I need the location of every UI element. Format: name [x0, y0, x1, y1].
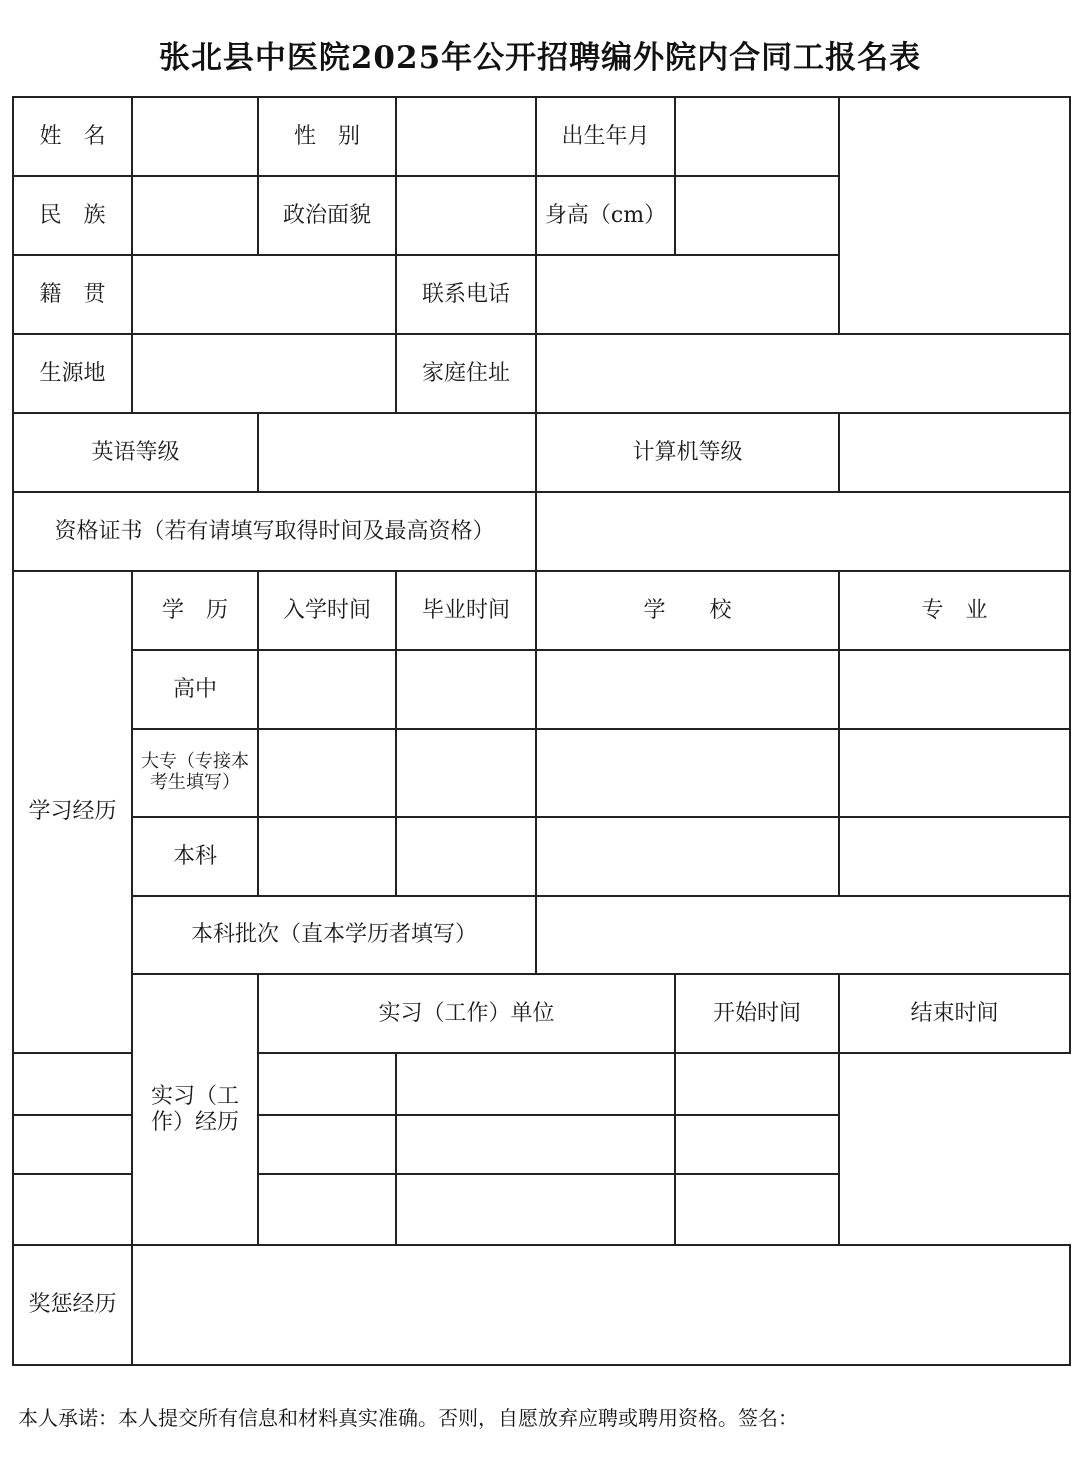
pledge-statement: 本人承诺：本人提交所有信息和材料真实准确。否则，自愿放弃应聘或聘用资格。签名： — [18, 1406, 798, 1430]
label-edu-college-line2: 考生填写） — [150, 772, 240, 793]
label-awards: 奖惩经历 — [13, 1245, 132, 1365]
field-bachelor-batch[interactable] — [536, 896, 1070, 974]
label-english: 英语等级 — [13, 413, 258, 492]
label-edu-highschool: 高中 — [132, 650, 258, 729]
label-work-section-line1: 实习（工 — [150, 1084, 239, 1110]
field-work-unit-3[interactable] — [13, 1174, 396, 1245]
field-address[interactable] — [536, 334, 1070, 413]
field-computer[interactable] — [839, 413, 1070, 492]
label-work-section-line2: 作）经历 — [150, 1109, 239, 1135]
field-highschool-end[interactable] — [396, 650, 536, 729]
field-highschool-school[interactable] — [536, 650, 839, 729]
label-edu-bachelor: 本科 — [132, 817, 258, 896]
field-certificate[interactable] — [536, 492, 1070, 571]
field-work-end-1[interactable] — [675, 1053, 839, 1115]
label-edu-college — [132, 729, 258, 817]
header-edu-school: 学 校 — [536, 571, 839, 650]
field-bachelor-start[interactable] — [258, 817, 396, 896]
header-edu-degree: 学 历 — [132, 571, 258, 650]
header-work-end: 结束时间 — [839, 974, 1070, 1053]
field-gender[interactable] — [396, 97, 536, 176]
field-birth[interactable] — [675, 97, 839, 176]
header-work-unit: 实习（工作）单位 — [258, 974, 675, 1053]
field-college-school[interactable] — [536, 729, 839, 817]
header-edu-end: 毕业时间 — [396, 571, 536, 650]
header-edu-start: 入学时间 — [258, 571, 396, 650]
field-awards[interactable] — [132, 1245, 1070, 1365]
field-college-end[interactable] — [396, 729, 536, 817]
field-phone[interactable] — [536, 255, 839, 334]
header-work-start: 开始时间 — [675, 974, 839, 1053]
field-height[interactable] — [675, 176, 839, 255]
field-college-start[interactable] — [258, 729, 396, 817]
label-address: 家庭住址 — [396, 334, 536, 413]
field-work-start-1[interactable] — [396, 1053, 675, 1115]
label-certificate: 资格证书（若有请填写取得时间及最高资格） — [13, 492, 536, 571]
field-bachelor-end[interactable] — [396, 817, 536, 896]
header-edu-major: 专 业 — [839, 571, 1070, 650]
label-ethnicity: 民 族 — [13, 176, 132, 255]
label-education-section: 学习经历 — [13, 571, 132, 1053]
field-work-start-2[interactable] — [396, 1115, 675, 1174]
field-bachelor-school[interactable] — [536, 817, 839, 896]
label-political: 政治面貌 — [258, 176, 396, 255]
field-ethnicity[interactable] — [132, 176, 258, 255]
field-name[interactable] — [132, 97, 258, 176]
field-work-end-3[interactable] — [675, 1174, 839, 1245]
label-native-place: 籍 贯 — [13, 255, 132, 334]
photo-area[interactable] — [839, 97, 1070, 334]
label-gender: 性 别 — [258, 97, 396, 176]
field-english[interactable] — [258, 413, 536, 492]
field-political[interactable] — [396, 176, 536, 255]
label-origin: 生源地 — [13, 334, 132, 413]
label-edu-college-line1: 大专（专接本 — [141, 751, 249, 773]
field-native-place[interactable] — [132, 255, 396, 334]
label-name: 姓 名 — [13, 97, 132, 176]
field-highschool-start[interactable] — [258, 650, 396, 729]
label-phone: 联系电话 — [396, 255, 536, 334]
label-birth: 出生年月 — [536, 97, 675, 176]
label-computer: 计算机等级 — [536, 413, 839, 492]
field-work-start-3[interactable] — [396, 1174, 675, 1245]
field-college-major[interactable] — [839, 729, 1070, 817]
label-bachelor-batch: 本科批次（直本学历者填写） — [132, 896, 536, 974]
field-origin[interactable] — [132, 334, 396, 413]
form-title: 张北县中医院2025年公开招聘编外院内合同工报名表 — [158, 39, 922, 76]
field-work-end-2[interactable] — [675, 1115, 839, 1174]
field-bachelor-major[interactable] — [839, 817, 1070, 896]
registration-form-table — [12, 96, 1071, 1366]
field-highschool-major[interactable] — [839, 650, 1070, 729]
label-height: 身高（cm） — [536, 176, 675, 255]
